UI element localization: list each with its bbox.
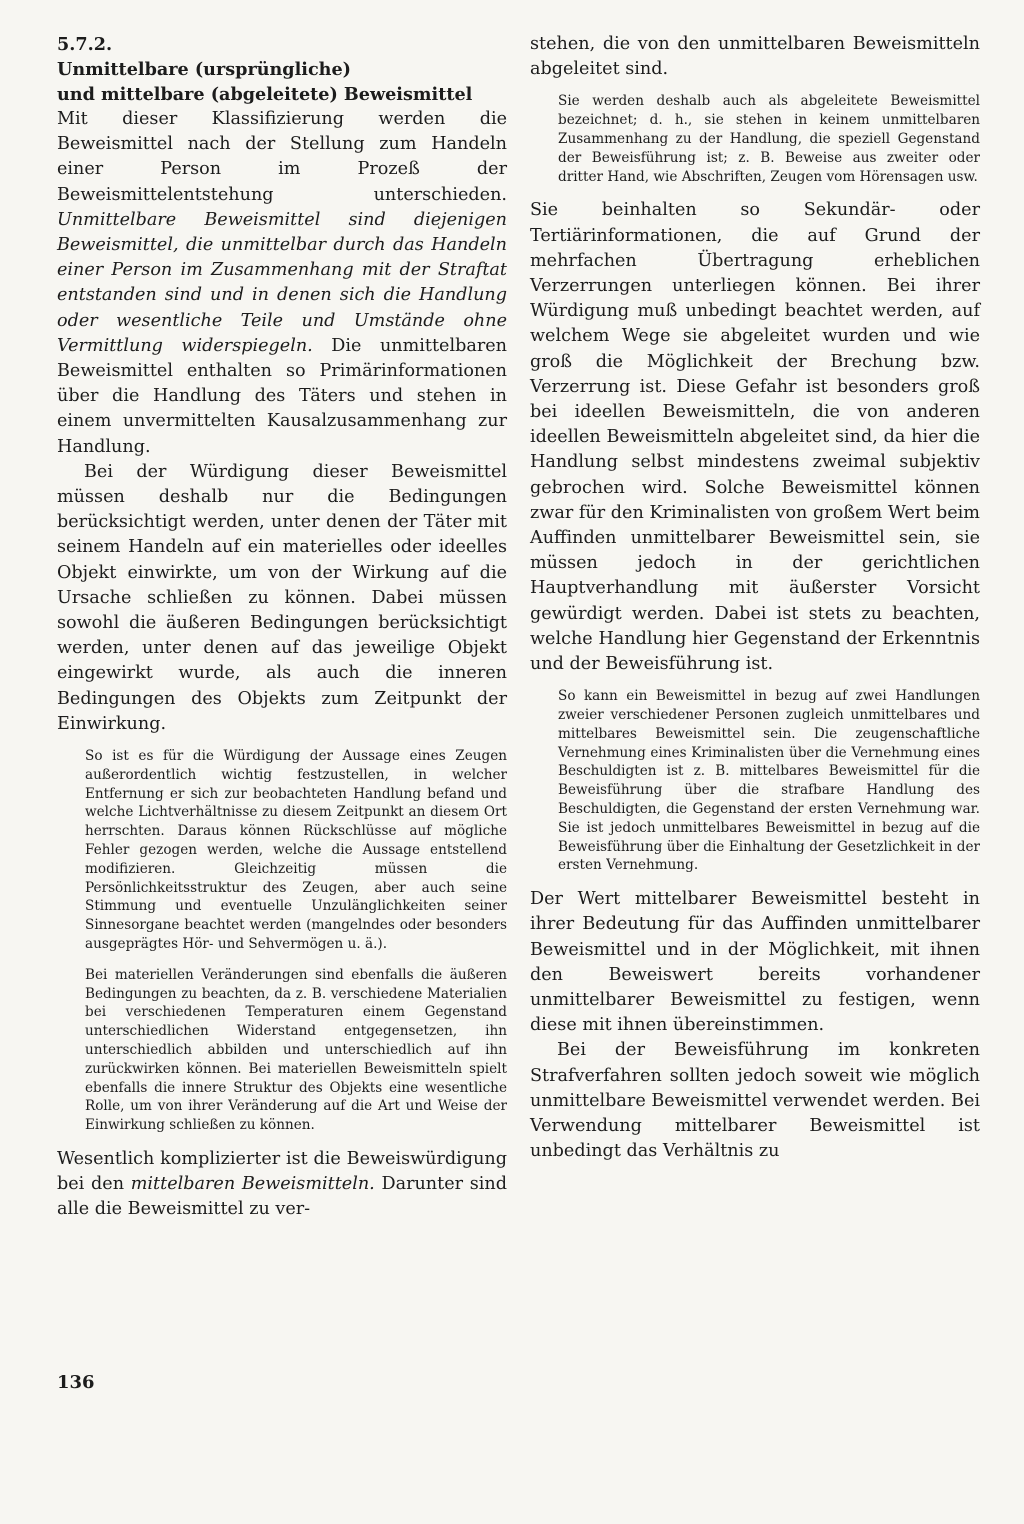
left-paragraph-3-italic: mittelbaren Beweismitteln. (130, 1174, 375, 1195)
section-title-line1: Unmittelbare (ursprüngliche) (57, 59, 351, 80)
right-small-paragraph-2: So kann ein Beweismittel in bezug auf zwei Handlungen zweier verschiedener Personen zugleich unmittelbares und mittelbares Beweismittel sein. Die zeugenschaftliche Vernehmung eines Kriminalisten über die Vernehmung eines Beschuldigten ist z. B. mittelbares Beweismittel für die Beweisführung über die strafbare Handlung des Beschuldigten, die Gegenstand der ersten Vernehmung war. Sie ist jedoch unmittelbares Beweismittel in bezug auf die Beweisführung über die Einhaltung der Gesetzlichkeit in der ersten Vernehmung. (558, 688, 980, 874)
left-paragraph-2: Bei der Würdigung dieser Beweismittel müssen deshalb nur die Bedingungen berücksichtigt werden, unter denen der Täter mit seinem Handeln auf ein materielles oder ideelles Objekt einwirkte, um von der Wirkung auf die Ursache schließen zu können. Dabei müssen sowohl die äußeren Bedingungen berücksichtigt werden, unter denen auf das jeweilige Objekt eingewirkt wurde, als auch die inneren Bedingungen des Objekts zum Zeitpunkt der Einwirkung. (57, 461, 507, 734)
left-paragraph-1-part-b: Die unmittelbaren Beweismittel enthalten so Primärinformationen über die Handlung des Täters und stehen in einem unvermittelten Kausalzusammenhang zur Handlung. (57, 335, 507, 457)
right-paragraph-continued: stehen, die von den unmittelbaren Beweismitteln abgeleitet sind. (530, 34, 980, 80)
section-title-line2: und mittelbare (abgeleitete) Beweismittel (57, 84, 473, 105)
right-paragraph-1: Sie beinhalten so Sekundär- oder Tertiärinformationen, die auf Grund der mehrfachen Übertragung erheblichen Verzerrungen unterliegen können. Bei ihrer Würdigung muß unbedingt beachtet werden, auf welchem Wege sie abgeleitet wurden und wie groß die Möglichkeit der Brechung bzw. Verzerrung ist. Diese Gefahr ist besonders groß bei ideellen Beweismitteln, die von anderen ideellen Beweismitteln abgeleitet sind, da hier die Handlung selbst mindestens zweimal subjektiv gebrochen wird. Solche Beweismittel können zwar für den Kriminalisten von großem Wert beim Auffinden unmittelbarer Beweismittel sein, sie müssen jedoch in der gerichtlichen Hauptverhandlung mit äußerster Vorsicht gewürdigt werden. Dabei ist stets zu beachten, welche Handlung hier Gegenstand der Erkenntnis und der Beweisführung ist. (530, 200, 980, 675)
left-column (57, 32, 507, 1223)
section-number: 5.7.2. (57, 34, 113, 55)
left-paragraph-1 (57, 107, 507, 460)
left-small-paragraph-1: So ist es für die Würdigung der Aussage eines Zeugen außerordentlich wichtig festzustellen, in welcher Entfernung er sich zur beobachteten Handlung befand und welche Lichtverhältnisse zu diesem Zeitpunkt an diesem Ort herrschten. Daraus können Rückschlüsse auf mögliche Fehler gezogen werden, welche die Aussage entstellend modifizieren. Gleichzeitig müssen die Persönlichkeitsstruktur des Zeugen, aber auch seine Stimmung und eventuelle Unzulänglichkeiten seiner Sinnesorgane beachtet werden (mangelndes oder besonders ausgeprägtes Hör- und Sehvermögen u. ä.). (85, 748, 507, 953)
right-paragraph-2: Der Wert mittelbarer Beweismittel besteht in ihrer Bedeutung für das Auffinden unmittelbarer Beweismittel und in der Möglichkeit, mit ihnen den Beweiswert bereits vorhandener unmittelbarer Beweismittel zu festigen, wenn diese mit ihnen übereinstimmen. (530, 889, 980, 1036)
left-paragraph-1-italic: Unmittelbare Beweismittel sind diejenigen Beweismittel, die unmittelbar durch das Handeln einer Person im Zusammenhang mit der Straftat entstanden sind und in denen sich die Handlung oder wesentliche Teile und Umstände ohne Vermittlung widerspiegeln. (57, 209, 507, 356)
left-paragraph-3-part-b: Darunter sind alle die Beweismittel zu ver- (57, 1174, 507, 1220)
page-number: 136 (57, 1372, 95, 1393)
right-small-paragraph-1: Sie werden deshalb auch als abgeleitete Beweismittel bezeichnet; d. h., sie stehen in keinem unmittelbaren Zusammenhang zu der Handlung, die speziell Gegenstand der Beweisführung ist; z. B. Beweise aus zweiter oder dritter Hand, wie Abschriften, Zeugen vom Hörensagen usw. (558, 93, 980, 185)
right-paragraph-3: Bei der Beweisführung im konkreten Strafverfahren sollten jedoch soweit wie möglich unmittelbare Beweismittel verwendet werden. Bei Verwendung mittelbarer Beweismittel ist unbedingt das Verhältnis zu (530, 1040, 980, 1162)
right-column (530, 32, 980, 1164)
left-paragraph-3-part-a: Wesentlich komplizierter ist die Beweiswürdigung bei den (57, 1149, 507, 1195)
left-small-paragraph-2: Bei materiellen Veränderungen sind ebenfalls die äußeren Bedingungen zu beachten, da z. B. verschiedene Materialien bei verschiedenen Temperaturen einem Gegenstand unterschiedlichen Widerstand entgegensetzen, ihn unterschiedlich abbilden und unterschiedlich auf ihn zurückwirken können. Bei materiellen Beweismitteln spielt ebenfalls die innere Struktur des Objekts eine wesentliche Rolle, um von ihrer Veränderung auf die Art und Weise der Einwirkung schließen zu können. (85, 966, 507, 1134)
left-paragraph-1-part-a: Mit dieser Klassifizierung werden die Beweismittel nach der Stellung zum Handeln einer Person im Prozeß der Beweismittelentstehung unterschieden. (57, 109, 507, 205)
left-paragraph-3 (57, 1147, 507, 1223)
